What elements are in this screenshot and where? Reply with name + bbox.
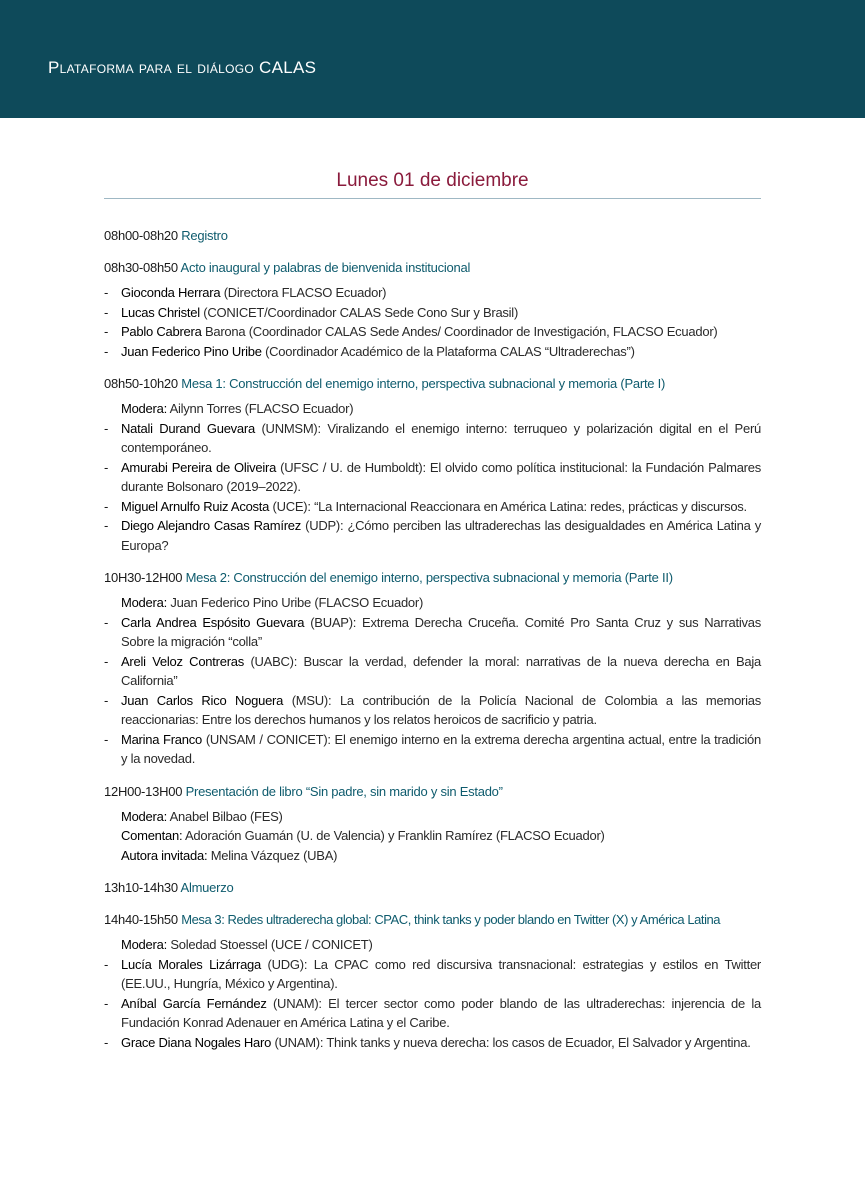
speaker-name: Diego Alejandro Casas Ramírez: [121, 518, 302, 533]
paper-title: (UDP): ¿Cómo perciben las ultraderechas las desigualdades en América Latina y Europa?: [121, 518, 761, 553]
session-registro: [104, 226, 761, 245]
speaker-name: Amurabi Pereira de Oliveira: [121, 459, 277, 475]
header-title: Plataforma para el diálogo CALAS: [48, 58, 317, 77]
session-heading: [104, 374, 761, 393]
session-time: 08h00-08h20: [104, 228, 178, 243]
paper-title: (UFSC / U. de Humboldt): El olvido como política institucional: la Fundación Palmares durante Bolsonaro (2019–2022).: [121, 459, 761, 494]
moderator-label: Modera:: [121, 937, 167, 952]
speaker-name: Natali Durand Guevara: [121, 420, 255, 436]
session-almuerzo: [104, 878, 761, 897]
moderator-label: Modera:: [121, 401, 167, 416]
paper-item: [104, 613, 761, 652]
author-line: [104, 846, 761, 866]
session-title: Mesa 1: Construcción del enemigo interno, perspectiva subnacional y memoria (Parte I): [181, 376, 666, 391]
paper-item: [104, 1033, 761, 1053]
paper-title: (UCE): “La Internacional Reaccionara en América Latina: redes, prácticas y discursos.: [269, 498, 747, 514]
speaker-name: Miguel Arnulfo Ruiz Acosta: [121, 498, 270, 514]
speaker-name: Lucas Christel: [121, 304, 200, 320]
speaker-name: Aníbal García Fernández: [121, 995, 267, 1011]
speaker-affiliation: (Coordinador Académico de la Plataforma CALAS “Ultraderechas”): [261, 343, 635, 359]
paper-item: [104, 497, 761, 517]
moderator-line: [104, 935, 761, 955]
paper-title: (UNMSM): Viralizando el enemigo interno: terruqueo y polarización digital en el Perú contemporáneo.: [121, 420, 761, 455]
speaker-name: Marina Franco: [121, 731, 203, 747]
speaker-name: Juan Carlos Rico Noguera: [121, 692, 284, 708]
moderator-line: [104, 399, 761, 419]
speaker-item: [104, 283, 761, 303]
commentators-names: Adoración Guamán (U. de Valencia) y Franklin Ramírez (FLACSO Ecuador): [182, 828, 605, 843]
session-time: 08h30-08h50: [104, 260, 178, 275]
session-time: 13h10-14h30: [104, 880, 178, 895]
session-presentacion-libro: [104, 782, 761, 866]
paper-item: [104, 955, 761, 994]
paper-item: [104, 994, 761, 1033]
session-title: Almuerzo: [180, 880, 234, 895]
session-heading: [104, 226, 761, 245]
moderator-line: [104, 807, 761, 827]
session-mesa-1: [104, 374, 761, 555]
author-name: Melina Vázquez (UBA): [207, 847, 338, 863]
speaker-affiliation: Barona (Coordinador CALAS Sede Andes/ Coordinador de Investigación, FLACSO Ecuador): [201, 324, 718, 339]
speaker-name: Carla Andrea Espósito Guevara: [121, 614, 305, 630]
paper-item: [104, 730, 761, 769]
speaker-affiliation: (CONICET/Coordinador CALAS Sede Cono Sur y Brasil): [199, 304, 519, 320]
paper-title: (UABC): Buscar la verdad, defender la moral: narrativas de la nueva derecha en Baja California”: [121, 653, 761, 688]
speaker-name: Lucía Morales Lizárraga: [121, 956, 262, 972]
author-label: Autora invitada:: [121, 847, 208, 863]
paper-item: [104, 516, 761, 555]
session-title: Registro: [181, 228, 228, 243]
program-content: [104, 226, 761, 1052]
session-mesa-2: [104, 568, 761, 769]
session-title: Presentación de libro “Sin padre, sin marido y sin Estado”: [185, 783, 503, 799]
speaker-name: Juan Federico Pino Uribe: [121, 343, 262, 359]
day-divider: [104, 198, 761, 199]
moderator-line: [104, 593, 761, 613]
session-time: 12H00-13H00: [104, 783, 183, 799]
header-banner: [0, 0, 865, 118]
speaker-name: Gioconda Herrara: [121, 285, 221, 300]
paper-item: [104, 458, 761, 497]
speaker-name: Grace Diana Nogales Haro: [121, 1034, 272, 1050]
session-title: Acto inaugural y palabras de bienvenida institucional: [180, 260, 471, 275]
paper-title: (BUAP): Extrema Derecha Cruceña. Comité Pro Santa Cruz y sus Narrativas Sobre la migración “colla”: [121, 614, 761, 649]
session-title: Mesa 3: Redes ultraderecha global: CPAC, think tanks y poder blando en Twitter (X) y América Latina: [181, 912, 721, 927]
speaker-item: [104, 342, 761, 362]
paper-item: [104, 652, 761, 691]
session-heading: [104, 258, 761, 277]
paper-title: (UNAM): El tercer sector como poder blando de las ultraderechas: injerencia de la Fundación Konrad Adenauer en América Latina y el Caribe.: [121, 995, 761, 1030]
session-heading: [104, 878, 761, 897]
paper-title: (UNAM): Think tanks y nueva derecha: los casos de Ecuador, El Salvador y Argentina.: [271, 1034, 751, 1050]
paper-title: (UDG): La CPAC como red discursiva transnacional: estrategias y estilos en Twitter (EE.UU., Hungría, México y Argentina).: [121, 956, 762, 991]
session-mesa-3: [104, 910, 761, 1052]
session-heading: [104, 568, 761, 587]
commentators-label: Comentan:: [121, 828, 183, 843]
commentators-line: [104, 826, 761, 846]
moderator-label: Modera:: [121, 595, 167, 610]
speaker-item: [104, 303, 761, 323]
session-heading: [104, 910, 761, 929]
paper-title: (MSU): La contribución de la Policía Nacional de Colombia a las memorias reaccionarias: Entre los derechos humanos y los relatos heroicos de sacrificio y patria.: [121, 692, 762, 727]
speaker-affiliation: (Directora FLACSO Ecuador): [220, 285, 387, 300]
day-title: Lunes 01 de diciembre: [336, 170, 529, 191]
moderator-name: Juan Federico Pino Uribe (FLACSO Ecuador): [166, 595, 424, 610]
moderator-name: Anabel Bilbao (FES): [166, 808, 283, 824]
moderator-name: Ailynn Torres (FLACSO Ecuador): [166, 401, 354, 416]
session-time: 14h40-15h50: [104, 912, 178, 927]
session-title: Mesa 2: Construcción del enemigo interno, perspectiva subnacional y memoria (Parte II): [185, 570, 673, 585]
paper-item: [104, 419, 761, 458]
speaker-name: Areli Veloz Contreras: [121, 653, 245, 669]
session-heading: [104, 782, 761, 801]
speaker-item: [104, 322, 761, 342]
session-time: 10H30-12H00: [104, 570, 183, 585]
moderator-label: Modera:: [121, 808, 167, 824]
session-acto-inaugural: [104, 258, 761, 361]
speaker-name: Pablo Cabrera: [121, 324, 202, 339]
paper-item: [104, 691, 761, 730]
moderator-name: Soledad Stoessel (UCE / CONICET): [166, 937, 373, 952]
session-time: 08h50-10h20: [104, 376, 178, 391]
paper-title: (UNSAM / CONICET): El enemigo interno en la extrema derecha argentina actual, entre la tradición y la novedad.: [121, 731, 761, 766]
